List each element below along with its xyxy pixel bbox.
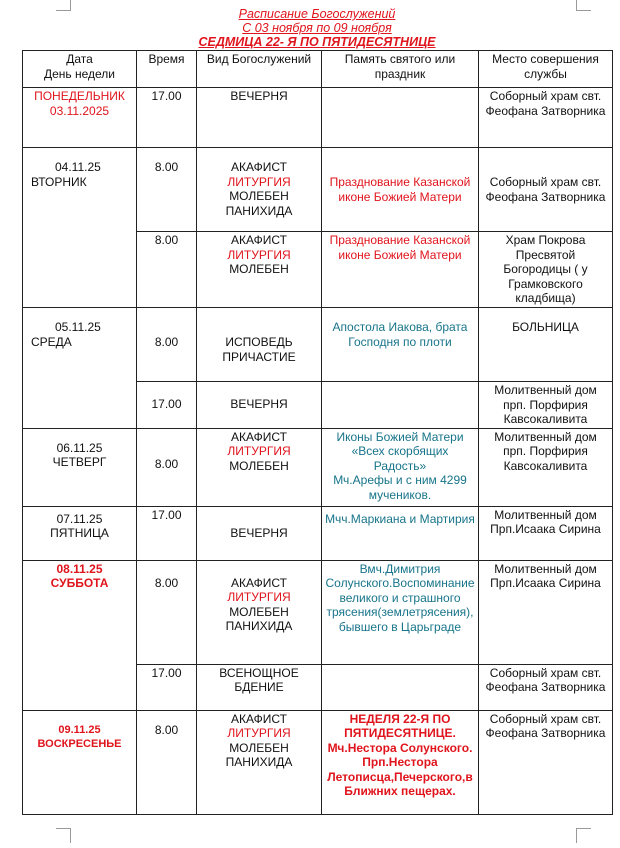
service-cell: АКАФИСТ ЛИТУРГИЯ МОЛЕБЕН ПАНИХИДА (197, 710, 322, 814)
place-cell: Соборный храм свт. Феофана Затворника (479, 148, 613, 232)
col-service-header: Вид Богослужений (197, 51, 322, 88)
service-cell: ВЕЧЕРНЯ (197, 506, 322, 560)
col-time-header: Время (137, 51, 197, 88)
memory-cell: Мчч.Маркиана и Мартирия (322, 506, 479, 560)
place-cell: Молитвенный дом Прп.Исаака Сирина (479, 560, 613, 664)
place-cell: Молитвенный дом Прп.Исаака Сирина (479, 506, 613, 560)
memory-cell: НЕДЕЛЯ 22-Я ПО ПЯТИДЕСЯТНИЦЕ. Мч.Нестора Солунского. Прп.Нестора Летописца,Печерского,в Ближних пещерах. (322, 710, 479, 814)
place-cell: Соборный храм свт. Феофана Затворника (479, 664, 613, 710)
table-row (23, 428, 613, 506)
service-cell: ИСПОВЕДЬ ПРИЧАСТИЕ (197, 308, 322, 382)
schedule-dates: С 03 ноября по 09 ноября (242, 21, 392, 35)
table-row (23, 560, 613, 664)
place-cell: Храм Покрова Пресвятой Богородицы ( у Грамковского кладбища) (479, 232, 613, 308)
place-cell: БОЛЬНИЦА (479, 308, 613, 382)
time-cell: 17.00 (137, 664, 197, 710)
service-cell: АКАФИСТ ЛИТУРГИЯ МОЛЕБЕН ПАНИХИДА (197, 560, 322, 664)
memory-cell: Празднование Казанской иконе Божией Матери (322, 232, 479, 308)
time-cell: 8.00 (137, 710, 197, 814)
crop-mark-bottom-right (576, 828, 591, 843)
service-cell: АКАФИСТ ЛИТУРГИЯ МОЛЕБЕН (197, 428, 322, 506)
place-cell: Молитвенный дом прп. Порфирия Кавсокаливита (479, 428, 613, 506)
time-cell: 8.00 (137, 308, 197, 382)
memory-cell: Празднование Казанской иконе Божией Матери (322, 148, 479, 232)
date-cell: 04.11.25 ВТОРНИК (23, 148, 137, 308)
memory-cell: Иконы Божией Матери «Всех скорбящих Радость» Мч.Арефы и с ним 4299 мучеников. (322, 428, 479, 506)
place-cell: Соборный храм свт. Феофана Затворника (479, 710, 613, 814)
table-row (23, 308, 613, 382)
time-cell: 8.00 (137, 232, 197, 308)
service-cell: ВЕЧЕРНЯ (197, 88, 322, 148)
service-cell: АКАФИСТ ЛИТУРГИЯ МОЛЕБЕН (197, 232, 322, 308)
memory-cell (322, 382, 479, 429)
time-cell: 17.00 (137, 88, 197, 148)
table-row (23, 88, 613, 148)
service-cell: ВЕЧЕРНЯ (197, 382, 322, 429)
service-cell: ВСЕНОЩНОЕ БДЕНИЕ (197, 664, 322, 710)
schedule-header (22, 7, 612, 49)
memory-cell: Вмч.Димитрия Солунского.Воспоминание великого и страшного трясения(землетрясения), бывшего в Царьграде (322, 560, 479, 664)
date-cell: 07.11.25 ПЯТНИЦА (23, 506, 137, 560)
schedule-week: СЕДМИЦА 22- Я ПО ПЯТИДЕСЯТНИЦЕ (198, 35, 436, 49)
date-cell: 06.11.25 ЧЕТВЕРГ (23, 428, 137, 506)
col-place-header: Место совершения службы (479, 51, 613, 88)
memory-cell: Апостола Иакова, брата Господня по плоти (322, 308, 479, 382)
date-cell: ПОНЕДЕЛЬНИК 03.11.2025 (23, 88, 137, 148)
place-cell: Молитвенный дом прп. Порфирия Кавсокаливита (479, 382, 613, 429)
table-header-row (23, 51, 613, 88)
schedule-table (22, 50, 613, 815)
time-cell: 17.00 (137, 506, 197, 560)
crop-mark-bottom-left (56, 828, 71, 843)
col-memory-header: Память святого или праздник (322, 51, 479, 88)
memory-cell (322, 88, 479, 148)
table-row (23, 148, 613, 232)
col-date-header: Дата День недели (23, 51, 137, 88)
date-cell: 09.11.25 ВОСКРЕСЕНЬЕ (23, 710, 137, 814)
time-cell: 17.00 (137, 382, 197, 429)
schedule-title: Расписание Богослужений (238, 7, 396, 21)
time-cell: 8.00 (137, 428, 197, 506)
time-cell: 8.00 (137, 560, 197, 664)
memory-cell (322, 664, 479, 710)
date-cell: 08.11.25 СУББОТА (23, 560, 137, 710)
place-cell: Соборный храм свт. Феофана Затворника (479, 88, 613, 148)
date-cell: 05.11.25 СРЕДА (23, 308, 137, 429)
time-cell: 8.00 (137, 148, 197, 232)
service-cell: АКАФИСТ ЛИТУРГИЯ МОЛЕБЕН ПАНИХИДА (197, 148, 322, 232)
table-row (23, 506, 613, 560)
table-row (23, 710, 613, 814)
